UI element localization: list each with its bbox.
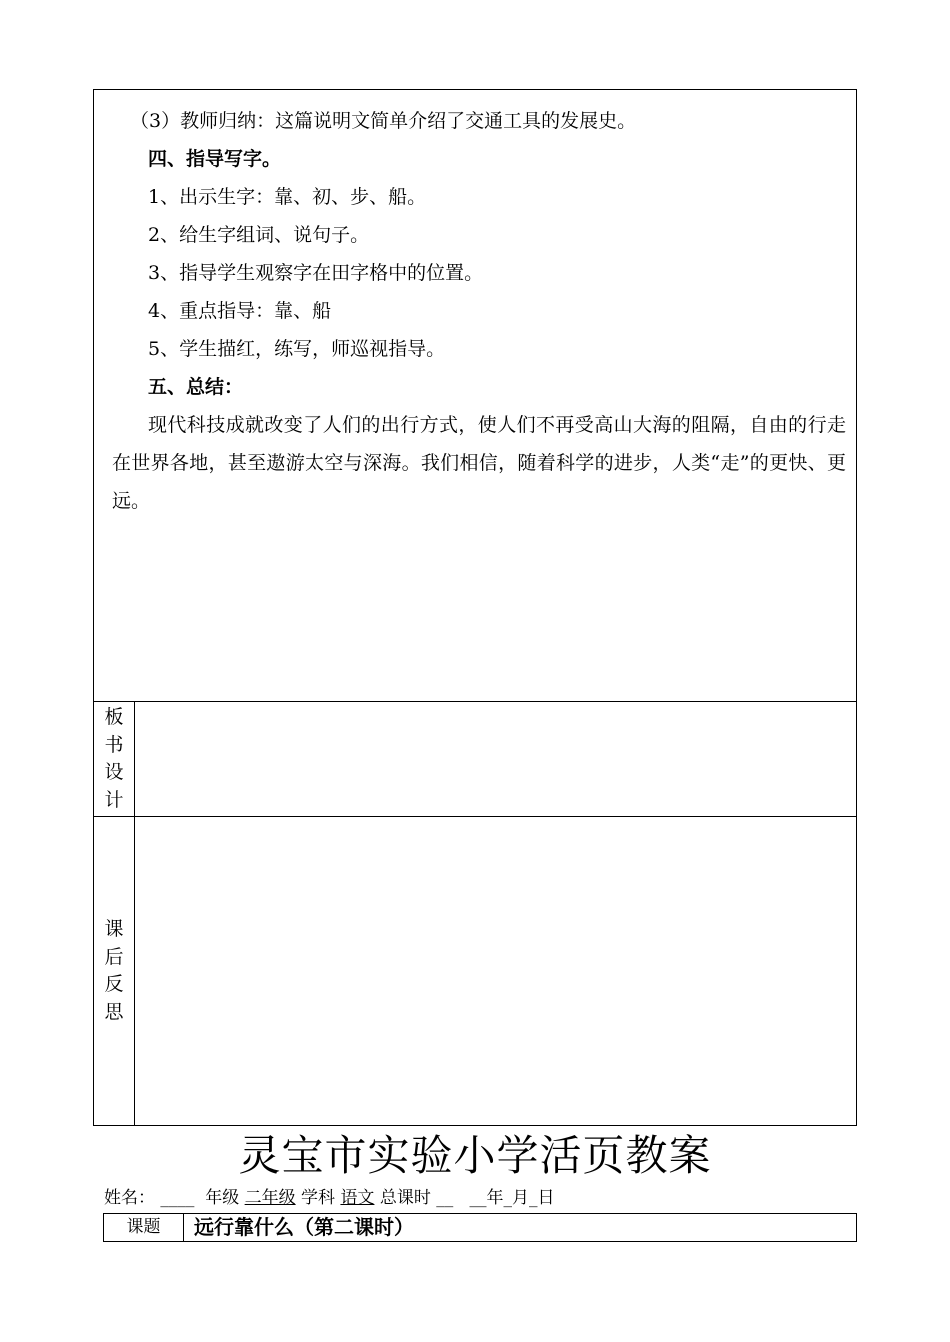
- page-title: 灵宝市实验小学活页教案: [238, 1131, 712, 1180]
- name-label: 姓名：: [104, 1188, 155, 1208]
- topic-table: [103, 1213, 857, 1242]
- writing-step-4: 4、重点指导：靠、船: [148, 300, 332, 322]
- writing-step-2: 2、给生字组词、说句子。: [148, 224, 370, 246]
- topic-value: 远行靠什么（第二课时）: [194, 1215, 414, 1239]
- subject-label: 学科: [301, 1188, 336, 1208]
- reflection-content: [135, 817, 856, 1125]
- teacher-summary-line: （3）教师归纳：这篇说明文简单介绍了交通工具的发展史。: [130, 110, 637, 132]
- topic-label: 课题: [104, 1214, 184, 1241]
- grade-value: 二年级: [244, 1188, 296, 1208]
- subject-value: 语文: [340, 1188, 375, 1208]
- writing-step-5: 5、学生描红，练写，师巡视指导。: [148, 338, 446, 360]
- writing-step-1: 1、出示生字：靠、初、步、船。: [148, 186, 427, 208]
- lesson-meta-line: [104, 1186, 554, 1210]
- summary-paragraph: 现代科技成就改变了人们的出行方式，使人们不再受高山大海的阻隔，自由的行走在世界各地，甚至遨游太空与深海。我们相信，随着科学的进步，人类“走”的更快、更远。: [112, 414, 846, 512]
- reflection-label: 课后反思: [104, 918, 124, 1023]
- board-design-label: 板书设计: [104, 706, 124, 811]
- date-text: __年_月_日: [469, 1188, 555, 1208]
- section-heading-summary: 五、总结：: [148, 376, 244, 398]
- lesson-plan-table: [93, 89, 857, 1126]
- writing-step-3: 3、指导学生观察字在田字格中的位置。: [148, 262, 484, 284]
- hours-blank: __: [436, 1188, 454, 1208]
- reflection-label-cell: [94, 817, 135, 1125]
- board-design-label-cell: [94, 702, 135, 816]
- grade-label: 年级: [205, 1188, 240, 1208]
- board-design-row: [94, 702, 856, 817]
- hours-label: 总课时: [379, 1188, 431, 1208]
- section-heading-writing: 四、指导写字。: [148, 148, 282, 170]
- lesson-content-cell: [94, 90, 856, 702]
- reflection-row: [94, 817, 856, 1125]
- name-blank: ____: [160, 1188, 195, 1208]
- board-design-content: [135, 702, 856, 816]
